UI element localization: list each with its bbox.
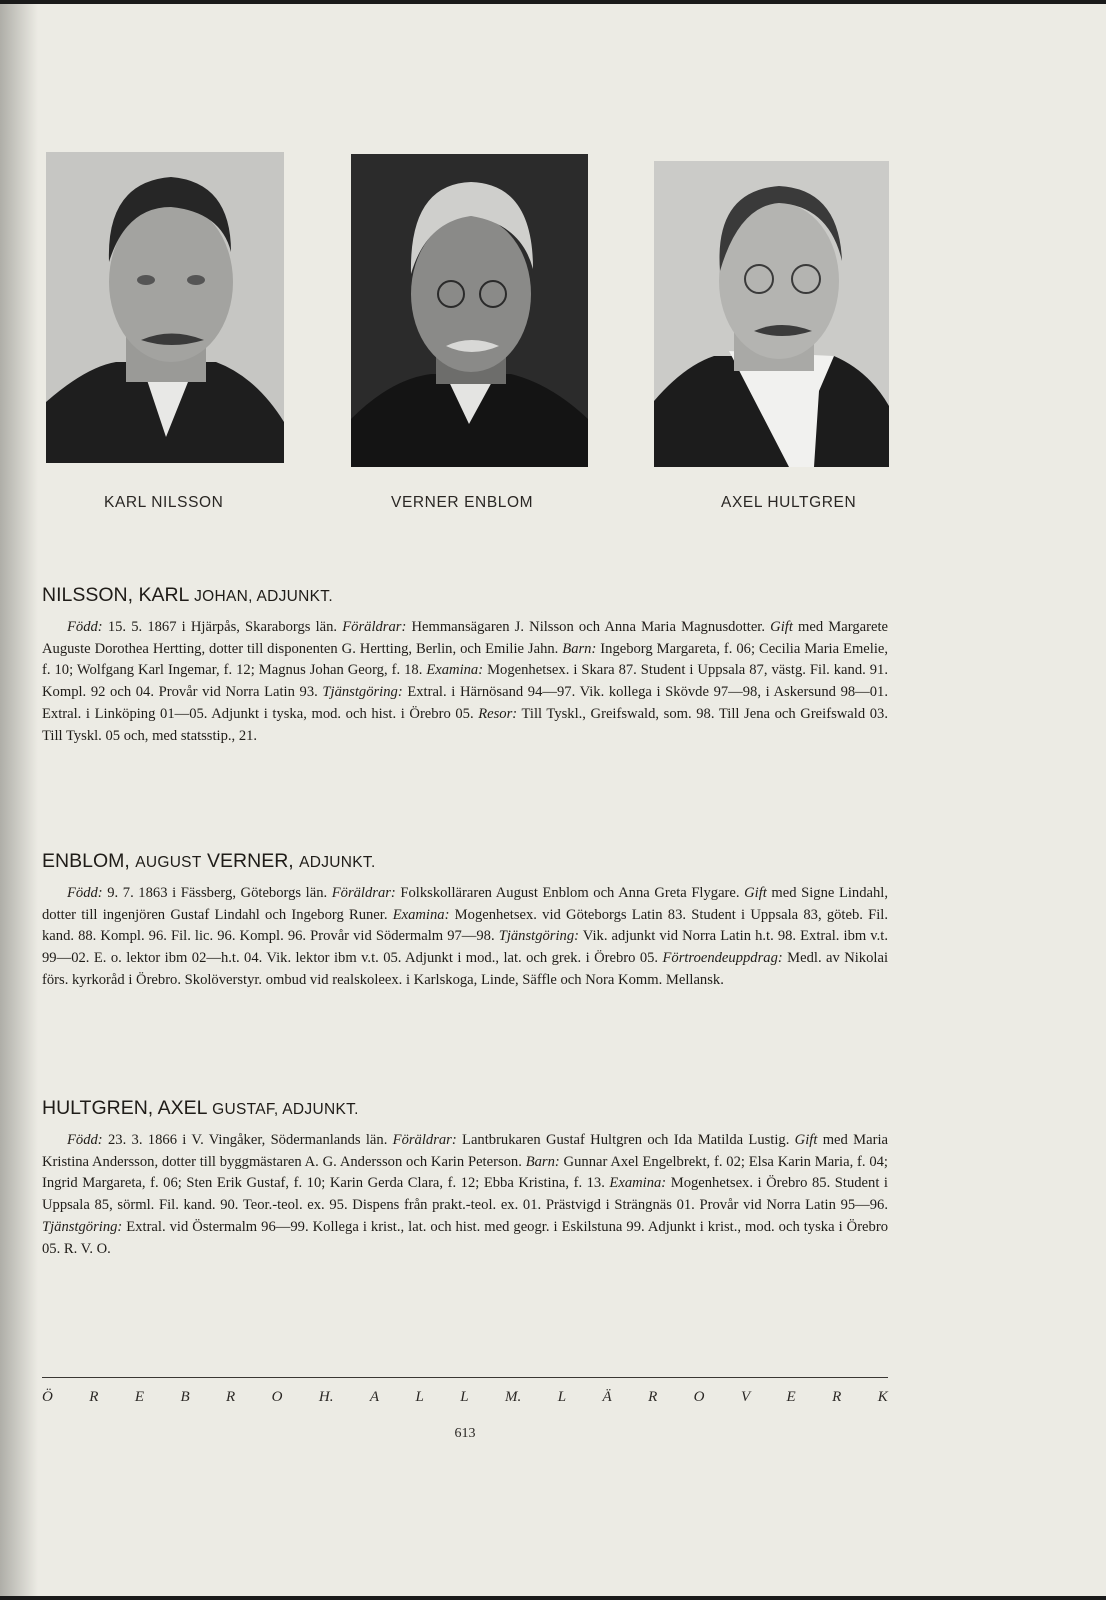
field-text: Gunnar Axel Engelbrekt, f. 02; Elsa Karin Maria, f. 04; Ingrid Margareta, f. 06; Sten Erik Gustaf, f. 10; Karin Gerda Clara, f. 12; Ebba Kristina, f. 13.	[42, 1153, 888, 1192]
entry-heading	[42, 1097, 888, 1120]
entry-title-rest: ADJUNKT.	[299, 854, 376, 871]
field-text: med Maria Kristina Andersson, dotter till byggmästaren A. G. Andersson och Karin Peterson.	[42, 1132, 888, 1170]
field-label: Examina:	[426, 662, 484, 679]
footer-letter: Ö	[42, 1389, 53, 1405]
entry-given-name: KARL	[138, 584, 189, 606]
field-label: Barn:	[525, 1153, 560, 1170]
field-text: Vik. adjunkt vid Norra Latin h.t. 98. Extral. ibm v.t. 99—02. E. o. lektor ibm 02—h.t. 04. Vik. lektor ibm v.t. 05. Adjunkt i mod., lat. och grek. i Örebro 05.	[42, 928, 888, 967]
field-label: Tjänstgöring:	[322, 684, 403, 701]
portrait-karl-nilsson	[46, 152, 284, 463]
entry-given-name: VERNER,	[207, 850, 294, 872]
entry-heading	[42, 584, 888, 607]
field-label: Examina:	[392, 906, 450, 923]
footer-letter: M.	[505, 1389, 522, 1405]
field-text: 15. 5. 1867 i Hjärpås, Skaraborgs län.	[102, 619, 343, 635]
caption-karl-nilsson: KARL NILSSON	[104, 494, 224, 511]
footer-letter: R	[89, 1389, 99, 1405]
footer-letter: O	[693, 1389, 705, 1405]
footer-letter: H.	[318, 1389, 334, 1405]
field-label: Gift	[770, 619, 793, 635]
field-label: Född:	[67, 619, 103, 635]
footer-letter: V	[740, 1389, 751, 1405]
footer-letter: E	[134, 1389, 145, 1405]
field-text: Medl. av Nikolai förs. kyrkoråd i Örebro. Skolöverstyr. ombud vid realskoleex. i Karlskoga, Linde, Säffle och Nora Komm. Mellansk.	[42, 950, 888, 988]
field-label: Föräldrar:	[392, 1132, 457, 1148]
field-text: 9. 7. 1863 i Fässberg, Göteborgs län.	[102, 885, 332, 901]
caption-axel-hultgren: AXEL HULTGREN	[721, 494, 857, 511]
field-text: Mogenhetsex. i Skara 87. Student i Uppsala 87, västg. Fil. kand. 91. Kompl. 92 och 04. Provår vid Norra Latin 93.	[42, 662, 888, 701]
field-text: med Signe Lindahl, dotter till ingenjören Gustaf Lindahl och Ingeborg Runer.	[42, 885, 888, 923]
field-text: Till Tyskl., Greifswald, som. 98. Till Jena och Greifswald 03. Till Tyskl. 05 och, med statsstip., 21.	[42, 705, 888, 744]
field-label: Förtroendeuppdrag:	[662, 950, 783, 967]
footer-letter: Ä	[602, 1389, 612, 1405]
entry-first-name: AUGUST	[135, 854, 202, 871]
field-text: med Margarete Auguste Dorothea Hertting, dotter till disponenten G. Hertting, Berlin, och Emilie Jahn.	[42, 619, 889, 657]
entry-surname: ENBLOM,	[42, 850, 130, 872]
footer-letter: E	[786, 1389, 796, 1405]
field-label: Gift	[794, 1132, 818, 1148]
footer-letter: B	[180, 1389, 190, 1405]
field-text: Mogenhetsex. i Örebro 85. Student i Uppsala 85, sörml. Fil. kand. 90. Teor.-teol. ex. 95. Dispens från prakt.-teol. ex. 01. Prästvigd i Strängnäs 01. Provår vid Norra Latin 95—96.	[42, 1175, 888, 1214]
field-text: Extral. i Härnösand 94—97. Vik. kollega i Skövde 97—98, i Askersund 98—01. Extral. i Linköping 01—05. Adjunkt i tyska, mod. och hist. i Örebro 05.	[42, 684, 888, 722]
field-text: Extral. vid Östermalm 96—99. Kollega i krist., lat. och hist. med geogr. i Eskilstuna 99. Adjunkt i krist., mod. och tyska i Örebro 05. R. V. O.	[42, 1218, 888, 1257]
entry-body	[42, 617, 888, 747]
field-label: Föräldrar:	[331, 885, 396, 901]
field-label: Examina:	[609, 1175, 667, 1192]
entry-body	[42, 883, 888, 992]
field-text: Ingeborg Margareta, f. 06; Cecilia Maria Emelie, f. 10; Wolfgang Karl Ingemar, f. 12; Magnus Johan Georg, f. 18.	[42, 640, 889, 679]
entry-surname: NILSSON,	[42, 584, 134, 606]
entry-enblom	[42, 850, 888, 992]
footer-letter: O	[271, 1389, 283, 1405]
portrait-axel-hultgren	[654, 161, 889, 467]
entry-hultgren	[42, 1097, 888, 1260]
entry-nilsson	[42, 584, 888, 747]
field-text: Mogenhetsex. vid Göteborgs Latin 83. Student i Uppsala 83, göteb. Fil. kand. 88. Kompl. 96. Fil. lic. 96. Kompl. 96. Provår vid Södermalm 97—98.	[42, 906, 888, 945]
caption-verner-enblom: VERNER ENBLOM	[391, 494, 534, 511]
footer-letter: L	[460, 1389, 469, 1405]
entry-heading	[42, 850, 888, 873]
entry-title-rest: JOHAN, ADJUNKT.	[194, 588, 333, 605]
footer-letter: R	[226, 1389, 236, 1405]
entry-body	[42, 1130, 888, 1260]
footer-letter: L	[415, 1389, 424, 1405]
footer-letter: R	[832, 1389, 842, 1405]
field-label: Barn:	[562, 640, 597, 657]
field-text: 23. 3. 1866 i V. Vingåker, Södermanlands län.	[102, 1132, 393, 1148]
footer-letter: L	[557, 1389, 567, 1405]
footer-letter: R	[648, 1389, 658, 1405]
entry-surname: HULTGREN,	[42, 1097, 154, 1119]
field-text: Folkskolläraren August Enblom och Anna Greta Flygare.	[395, 885, 745, 901]
field-text: Hemmansägaren J. Nilsson och Anna Maria Magnusdotter.	[406, 619, 771, 635]
field-text: Lantbrukaren Gustaf Hultgren och Ida Matilda Lustig.	[456, 1132, 795, 1148]
field-label: Tjänstgöring:	[42, 1218, 123, 1235]
page-number: 613	[454, 1426, 476, 1441]
field-label: Född:	[67, 885, 103, 901]
portrait-verner-enblom	[351, 154, 588, 467]
entry-given-name: AXEL	[157, 1097, 207, 1119]
footer-letter: K	[877, 1389, 888, 1405]
page	[0, 4, 1106, 1596]
field-label: Född:	[67, 1132, 103, 1148]
running-footer	[42, 1389, 888, 1406]
footer-letter: A	[369, 1389, 380, 1405]
field-label: Gift	[744, 885, 767, 901]
field-label: Tjänstgöring:	[498, 928, 579, 945]
footer-rule	[42, 1377, 888, 1378]
entry-title-rest: GUSTAF, ADJUNKT.	[212, 1101, 359, 1118]
field-label: Föräldrar:	[342, 619, 407, 635]
field-label: Resor:	[478, 705, 518, 722]
